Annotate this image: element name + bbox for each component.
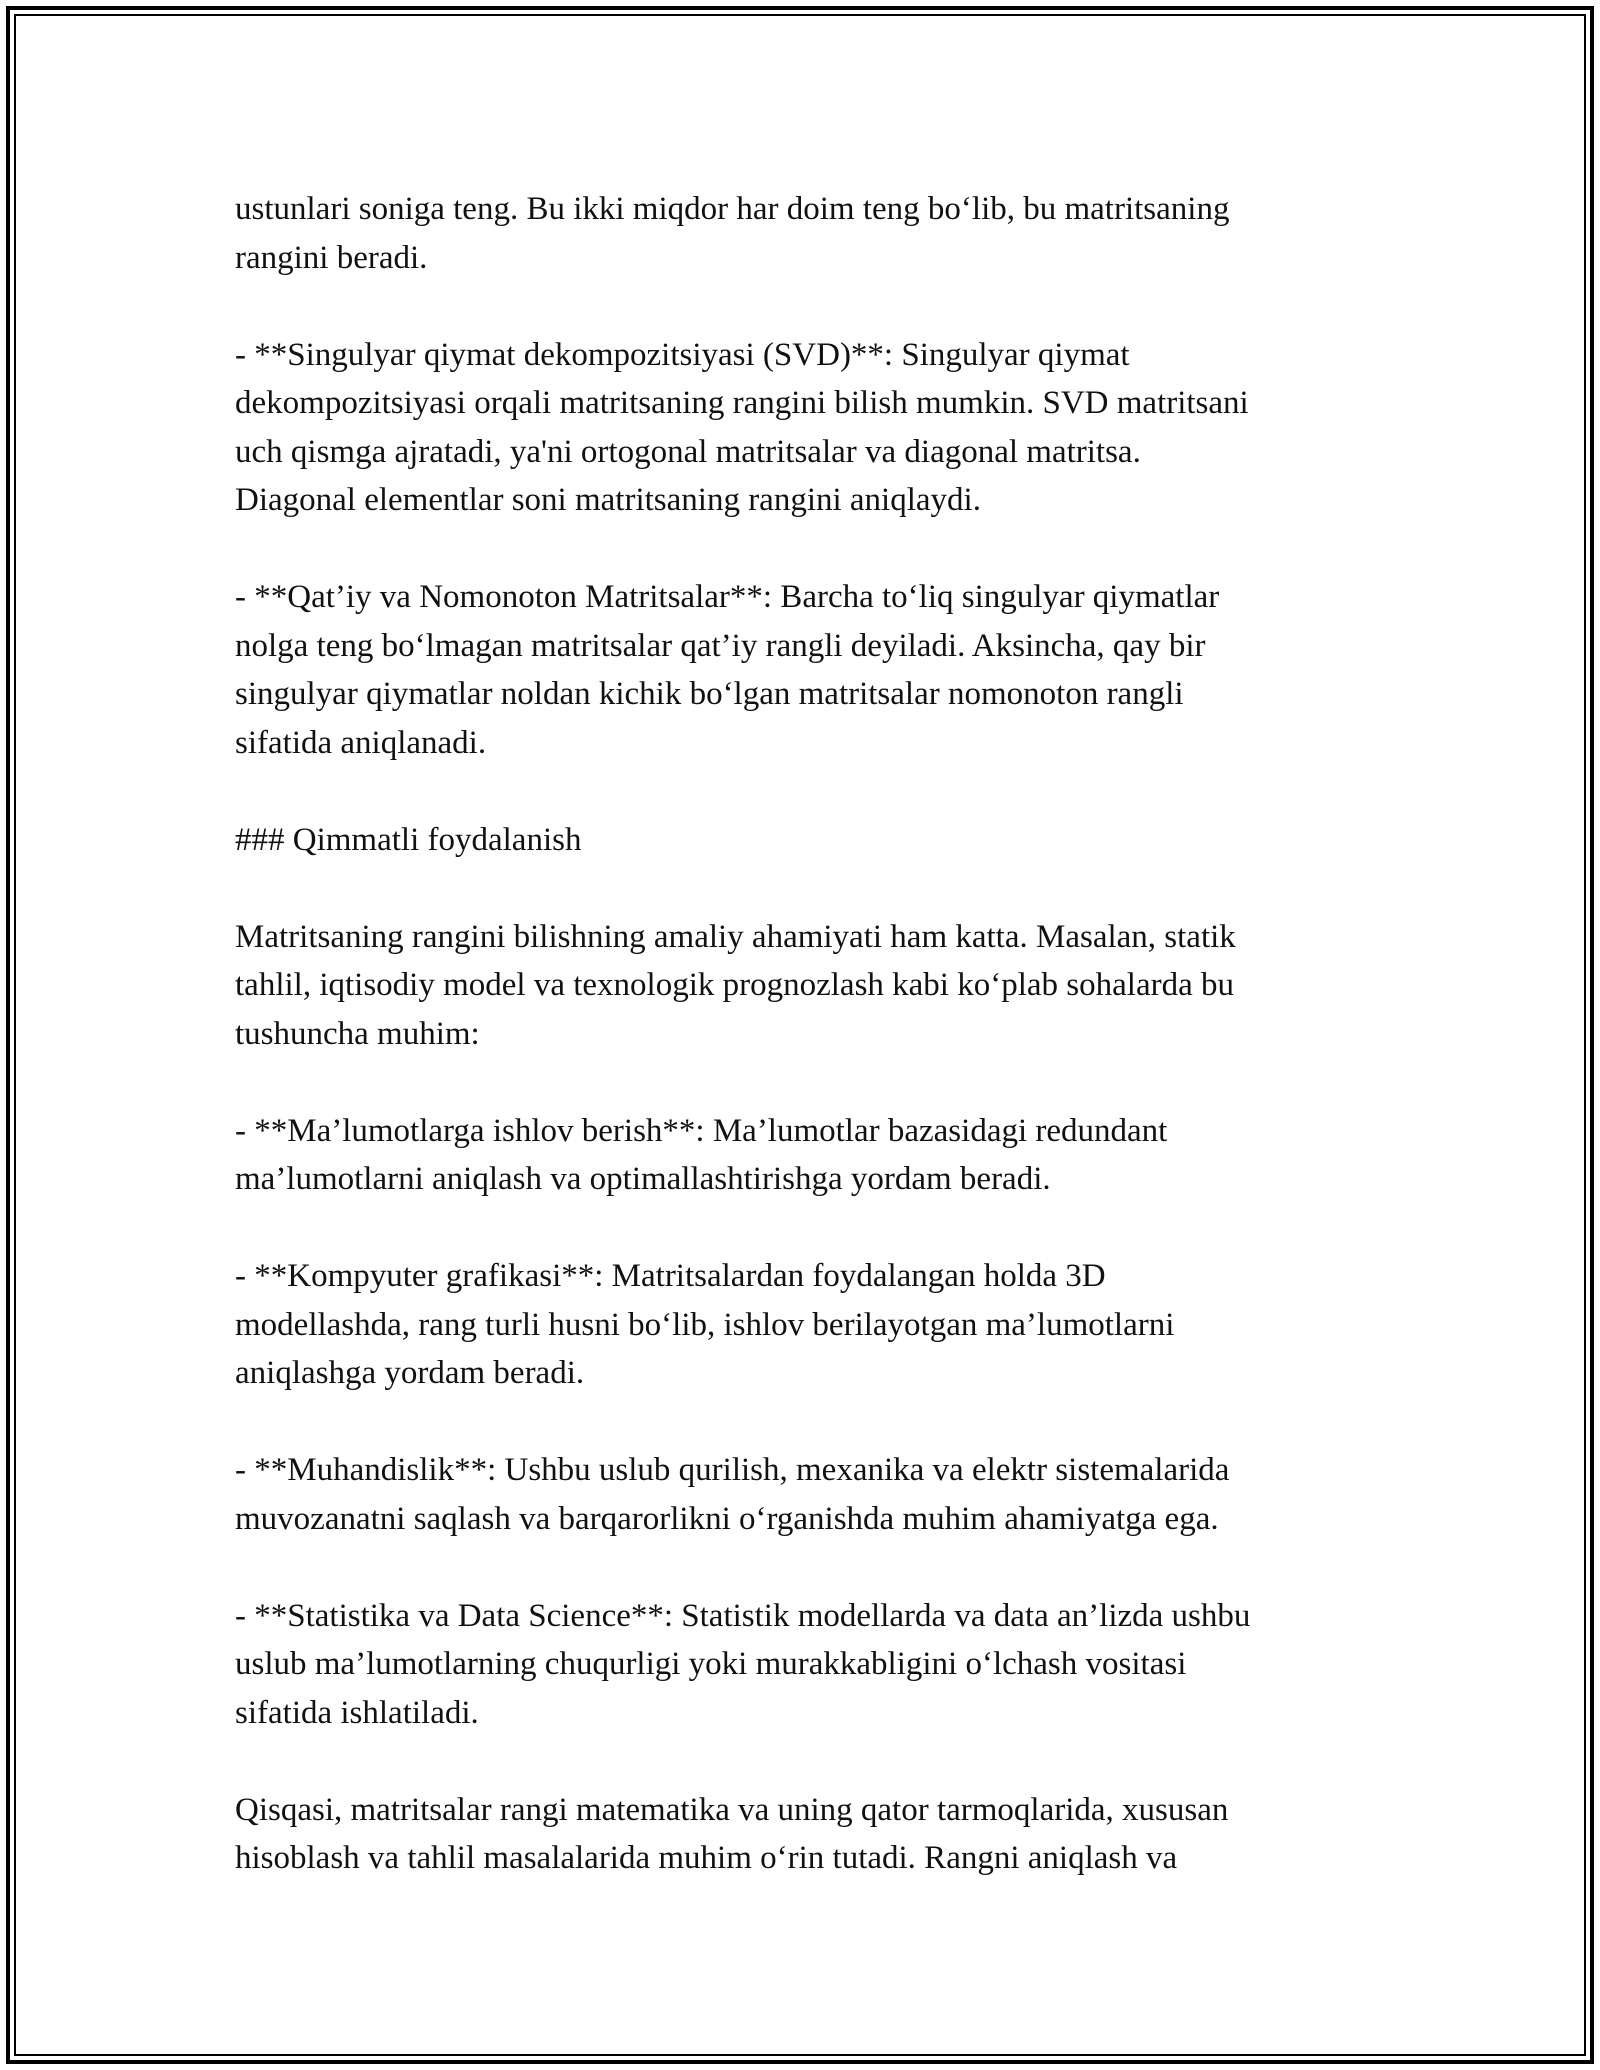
text-line: - **Singulyar qiymat dekompozitsiyasi (SVD)**: Singulyar qiymat (235, 336, 1130, 373)
text-line: ### Qimmatli foydalanish (235, 821, 582, 858)
text-line: - **Statistika va Data Science**: Statistik modellarda va data an’lizda ushbu (235, 1597, 1251, 1634)
text-line: tushuncha muhim: (235, 1015, 480, 1052)
paragraph (235, 1786, 1380, 1883)
paragraph (235, 1252, 1380, 1398)
text-line: Matritsaning rangini bilishning amaliy ahamiyati ham katta. Masalan, statik (235, 918, 1236, 955)
text-line: ustunlari soniga teng. Bu ikki miqdor har doim teng bo‘lib, bu matritsaning (235, 191, 1230, 227)
document-body (235, 185, 1380, 1883)
text-line: - **Qat’iy va Nomonoton Matritsalar**: Barcha to‘liq singulyar qiymatlar (235, 579, 1220, 615)
text-line: sifatida ishlatiladi. (235, 1694, 479, 1731)
text-line: muvozanatni saqlash va barqarorlikni o‘rganishda muhim ahamiyatga ega. (235, 1500, 1219, 1537)
text-line: uch qismga ajratadi, ya'ni ortogonal matritsalar va diagonal matritsa. (235, 433, 1141, 470)
text-line: Qisqasi, matritsalar rangi matematika va uning qator tarmoqlarida, xususan (235, 1791, 1229, 1828)
paragraph (235, 331, 1380, 525)
text-line: nolga teng bo‘lmagan matritsalar qat’iy rangli deyiladi. Aksincha, qay bir (235, 627, 1206, 664)
text-line: aniqlashga yordam beradi. (235, 1355, 585, 1391)
text-line: sifatida aniqlanadi. (235, 724, 487, 761)
text-line: - **Muhandislik**: Ushbu uslub qurilish, mexanika va elektr sistemalarida (235, 1452, 1230, 1488)
paragraph (235, 816, 1380, 865)
text-line: Diagonal elementlar soni matritsaning rangini aniqlaydi. (235, 482, 981, 518)
text-line: rangini beradi. (235, 239, 428, 276)
text-line: modellashda, rang turli husni bo‘lib, ishlov berilayotgan ma’lumotlarni (235, 1306, 1175, 1343)
text-line: - **Kompyuter grafikasi**: Matritsalardan foydalangan holda 3D (235, 1258, 1106, 1294)
text-line: tahlil, iqtisodiy model va texnologik prognozlash kabi ko‘plab sohalarda bu (235, 967, 1234, 1003)
text-line: - **Ma’lumotlarga ishlov berish**: Ma’lumotlar bazasidagi redundant (235, 1112, 1168, 1149)
text-line: uslub ma’lumotlarning chuqurligi yoki murakkabligini o‘lchash vositasi (235, 1646, 1187, 1682)
paragraph (235, 913, 1380, 1059)
text-line: dekompozitsiyasi orqali matritsaning rangini bilish mumkin. SVD matritsani (235, 385, 1249, 421)
paragraph (235, 1107, 1380, 1204)
text-line: ma’lumotlarni aniqlash va optimallashtirishga yordam beradi. (235, 1161, 1051, 1197)
paragraph (235, 573, 1380, 767)
paragraph (235, 1592, 1380, 1738)
text-line: singulyar qiymatlar noldan kichik bo‘lgan matritsalar nomonoton rangli (235, 676, 1184, 712)
paragraph (235, 1446, 1380, 1543)
paragraph (235, 185, 1380, 282)
text-line: hisoblash va tahlil masalalarida muhim o‘rin tutadi. Rangni aniqlash va (235, 1840, 1178, 1876)
